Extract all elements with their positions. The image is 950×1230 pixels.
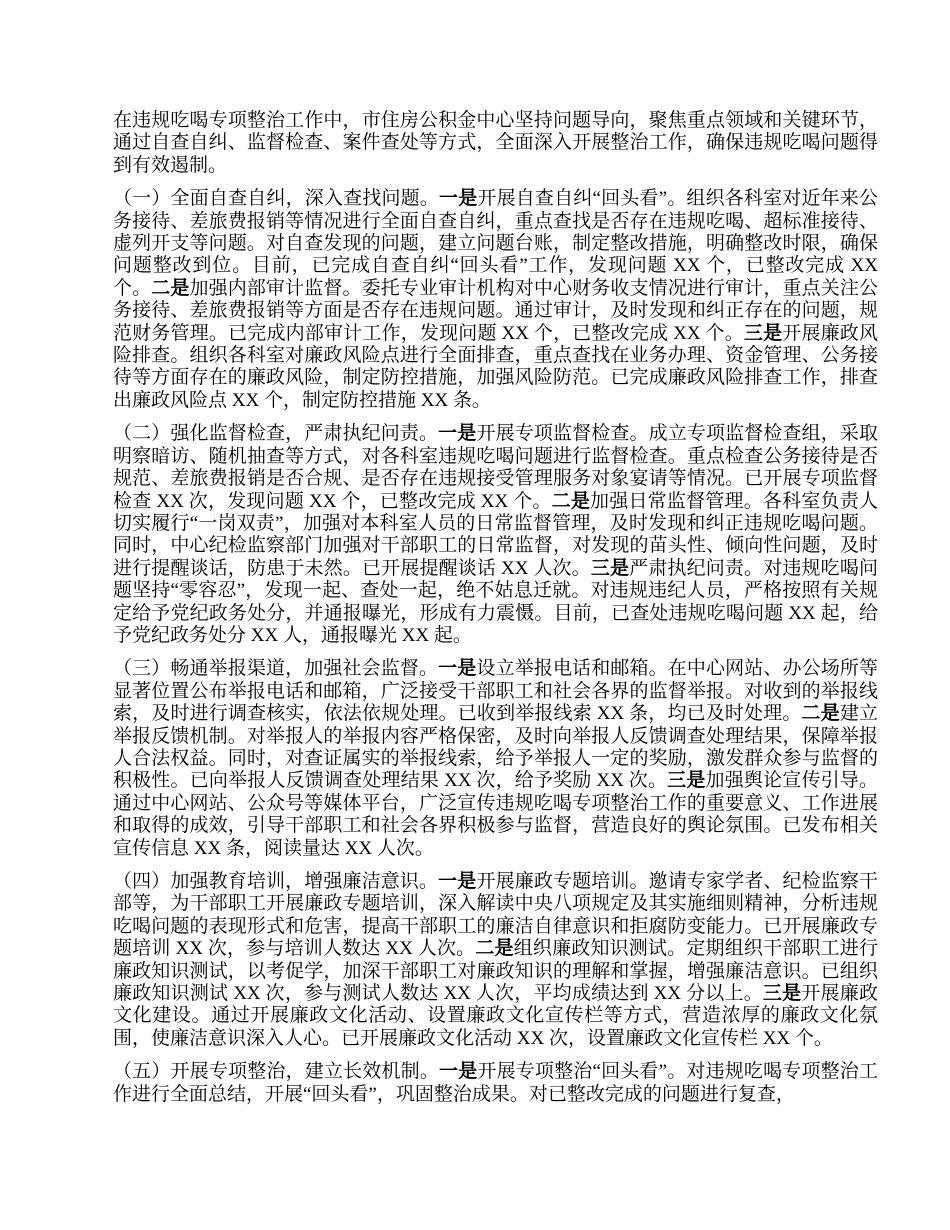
emphasis-run: 三是 — [590, 557, 630, 579]
text-run: 开展廉政风险排查。组织各科室对廉政风险点进行全面排查，重点查找在业务办理、资金管理、公务接待等方面存在的廉政风险，制定防控措施，加强风险防范。已完成廉政风险排查工作，排查出廉政风险点 XX 个，制定防控措施 XX 条。 — [113, 322, 878, 411]
paragraph — [113, 110, 878, 177]
emphasis-run: 二是 — [551, 490, 591, 512]
text-run: 开展专项整治“回头看”。对违规吃喝专项整治工作进行全面总结，开展“回头看”，巩固整治成果。对已整改完成的问题进行复查， — [113, 1061, 878, 1105]
text-run: 开展专项监督检查。成立专项监督检查组，采取明察暗访、随机抽查等方式，对各科室违规吃喝问题进行监督检查。重点检查公务接待是否规范、差旅费报销是否合规、是否存在违规接受管理服务对象宴请等情况。已开展专项监督检查 XX 次，发现问题 XX 个，已整改完成 XX 个。 — [113, 423, 878, 512]
text-run: 开展廉政专题培训。邀请专家学者、纪检监察干部等，为干部职工开展廉政专题培训，深入解读中央八项规定及其实施细则精神，分析违规吃喝问题的表现形式和危害，提高干部职工的廉洁自律意识和拒腐防变能力。已开展廉政专题培训 XX 次，参与培训人数达 XX 人次。 — [113, 871, 878, 960]
emphasis-run: 一是 — [438, 423, 477, 445]
text-run: 加强内部审计监督。委托专业审计机构对中心财务收支情况进行审计，重点关注公务接待、差旅费报销等方面是否存在违规问题。通过审计，及时发现和纠正存在的问题，规范财务管理。已完成内部审计工作，发现问题 XX 个，已整改完成 XX 个。 — [113, 277, 878, 344]
emphasis-run: 三是 — [743, 322, 783, 344]
text-run: 建立举报反馈机制。对举报人的举报内容严格保密，及时向举报人反馈调查处理结果，保障举报人合法权益。同时，对查证属实的举报线索，给予举报人一定的奖励，激发群众参与监督的积极性。已向举报人反馈调查处理结果 XX 次，给予奖励 XX 次。 — [113, 703, 878, 792]
emphasis-run: 二是 — [151, 277, 190, 299]
text-run: （五）开展专项整治，建立长效机制。 — [113, 1061, 440, 1083]
emphasis-run: 一是 — [439, 188, 478, 210]
text-run: 加强舆论宣传引导。通过中心网站、公众号等媒体平台，广泛宣传违规吃喝专项整治工作的重要意义、工作进展和取得的成效，引导干部职工和社会各界积极参与监督，营造良好的舆论氛围。已发布相关宣传信息 XX 条，阅读量达 XX 人次。 — [113, 770, 878, 859]
text-run: 开展廉政文化建设。通过开展廉政文化活动、设置廉政文化宣传栏等方式，营造浓厚的廉政文化氛围，使廉洁意识深入人心。已开展廉政文化活动 XX 次，设置廉政文化宣传栏 XX 个。 — [113, 983, 878, 1049]
text-run: 在违规吃喝专项整治工作中，市住房公积金中心坚持问题导向，聚焦重点领域和关键环节，通过自查自纠、监督检查、案件查处等方式，全面深入开展整治工作，确保违规吃喝问题得到有效遏制。 — [113, 110, 878, 176]
text-run: （三）畅通举报渠道，加强社会监督。 — [113, 658, 439, 680]
emphasis-run: 三是 — [762, 983, 802, 1005]
text-run: （四）加强教育培训，增强廉洁意识。 — [113, 871, 439, 892]
emphasis-run: 一是 — [438, 871, 477, 892]
paragraph — [113, 871, 878, 1050]
paragraph — [113, 188, 878, 412]
text-run: 加强日常监督管理。各科室负责人切实履行“一岗双责”，加强对本科室人员的日常监督管理，及时发现和纠正违规吃喝问题。同时，中心纪检监察部门加强对干部职工的日常监督，对发现的苗头性、倾向性问题，及时进行提醒谈话，防患于未然。已开展提醒谈话 XX 人次。 — [113, 490, 878, 579]
text-run: 开展自查自纠“回头看”。组织各科室对近年来公务接待、差旅费报销等情况进行全面自查自纠，重点查找是否存在违规吃喝、超标准接待、虚列开支等问题。对自查发现的问题，建立问题台账，制定整改措施，明确整改时限，确保问题整改到位。目前，已完成自查自纠“回头看”工作，发现问题 XX 个，已整改完成 XX 个。 — [113, 188, 878, 299]
emphasis-run: 二是 — [475, 938, 514, 960]
text-run: （二）强化监督检查，严肃执纪问责。 — [113, 423, 439, 445]
text-run: 组织廉政知识测试。定期组织干部职工进行廉政知识测试，以考促学，加深干部职工对廉政知识的理解和掌握，增强廉洁意识。已组织廉政知识测试 XX 次，参与测试人数达 XX 人次，平均成绩达到 XX 分以上。 — [113, 938, 878, 1005]
document-body — [113, 110, 878, 1117]
paragraph — [113, 1061, 878, 1106]
emphasis-run: 一是 — [438, 658, 477, 680]
paragraph — [113, 423, 878, 647]
emphasis-run: 一是 — [439, 1061, 478, 1083]
emphasis-run: 二是 — [801, 703, 840, 725]
text-run: 严肃执纪问责。对违规吃喝问题坚持“零容忍”，发现一起、查处一起，绝不姑息迁就。对违规违纪人员，严格按照有关规定给予党纪政务处分，并通报曝光，形成有力震慑。目前，已查处违规吃喝问题 XX 起，给予党纪政务处分 XX 人，通报曝光 XX 起。 — [113, 557, 878, 646]
emphasis-run: 三是 — [667, 770, 706, 792]
paragraph — [113, 658, 878, 860]
text-run: 设立举报电话和邮箱。在中心网站、办公场所等显著位置公布举报电话和邮箱，广泛接受干部职工和社会各界的监督举报。对收到的举报线索，及时进行调查核实，依法依规处理。已收到举报线索 XX 条，均已及时处理。 — [113, 658, 878, 725]
text-run: （一）全面自查自纠，深入查找问题。 — [113, 188, 440, 210]
